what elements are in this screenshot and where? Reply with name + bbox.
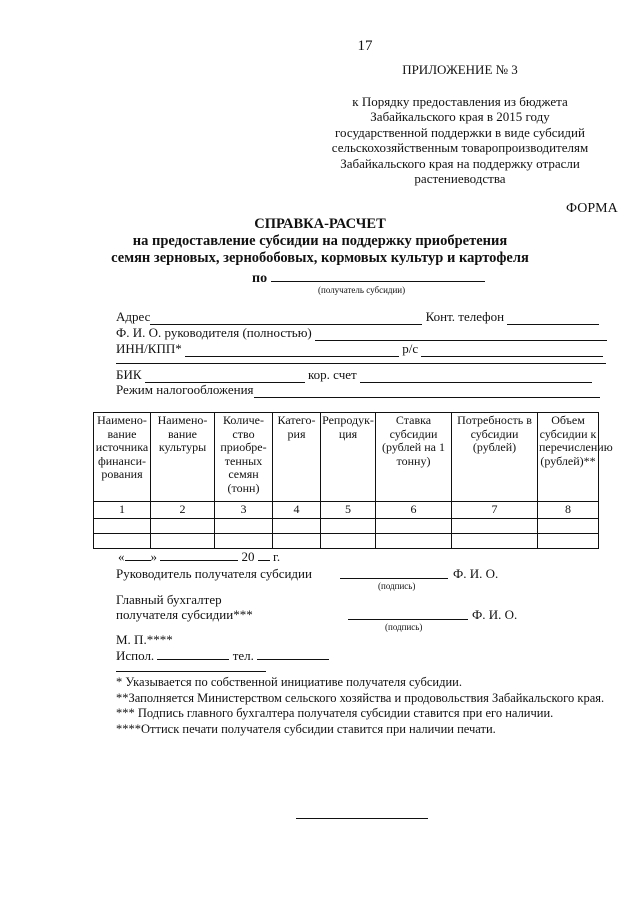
accountant-label-1: Главный бухгалтер — [116, 592, 222, 607]
recipient-field[interactable] — [271, 269, 485, 282]
inn-field[interactable] — [185, 343, 399, 357]
date-month-field[interactable] — [160, 549, 238, 561]
bik-label: БИК — [116, 367, 142, 382]
column-number: 8 — [538, 502, 599, 519]
table-cell[interactable] — [151, 533, 215, 548]
executor-field[interactable] — [157, 648, 229, 660]
address-label: Адрес — [116, 309, 151, 324]
accountant-fio: Ф. И. О. — [472, 607, 518, 622]
table-header: Катего-рия — [273, 413, 321, 502]
column-number: 1 — [94, 502, 151, 519]
appendix-line: Забайкальского края в 2015 году — [370, 109, 550, 124]
table-row — [94, 533, 599, 548]
footnote: * Указывается по собственной инициативе получателя субсидии. — [116, 675, 462, 689]
account-field[interactable] — [421, 343, 603, 357]
executor-row — [116, 648, 329, 664]
date-year-prefix: 20 — [241, 549, 255, 564]
column-number: 4 — [273, 502, 321, 519]
page-number: 17 — [357, 38, 373, 54]
table-row — [94, 518, 599, 533]
table-cell[interactable] — [215, 533, 273, 548]
date-day-field[interactable] — [125, 549, 151, 561]
heading-subtitle: семян зерновых, зернобобовых, кормовых культур и картофеля — [111, 250, 529, 266]
table-cell[interactable] — [376, 533, 452, 548]
table-cell[interactable] — [94, 533, 151, 548]
tel-field[interactable] — [257, 648, 329, 660]
table-cell[interactable] — [321, 518, 376, 533]
appendix-line: к Порядку предоставления из бюджета — [352, 93, 568, 109]
director-row — [116, 325, 607, 341]
footnote: *** Подпись главного бухгалтера получателя субсидии ставится при его наличии. — [116, 706, 554, 720]
table-cell[interactable] — [215, 518, 273, 533]
tax-row — [116, 382, 600, 398]
bik-field[interactable] — [145, 369, 305, 383]
date-year-field[interactable] — [258, 549, 270, 561]
table-cell[interactable] — [321, 533, 376, 548]
document-heading — [60, 216, 580, 267]
table-number-row — [94, 502, 599, 519]
address-field[interactable] — [150, 311, 422, 325]
table-cell[interactable] — [94, 518, 151, 533]
date-year-suffix: г. — [273, 549, 281, 564]
footnotes — [116, 675, 614, 737]
bik-row — [116, 367, 592, 383]
recipient-caption: (получатель субсидии) — [318, 285, 406, 295]
appendix-block — [330, 62, 590, 187]
po-label: по — [252, 271, 268, 286]
corr-account-field[interactable] — [360, 369, 592, 383]
column-number: 7 — [452, 502, 538, 519]
divider-line — [116, 363, 606, 364]
table-cell[interactable] — [452, 533, 538, 548]
table-cell[interactable] — [151, 518, 215, 533]
table-header: Потребность в субсидии (рублей) — [452, 413, 538, 502]
tax-mode-label: Режим налогообложения — [116, 382, 254, 397]
end-line — [296, 818, 428, 819]
executor-label: Испол. — [116, 648, 155, 663]
subsidy-table — [93, 412, 613, 549]
heading-title: СПРАВКА-РАСЧЕТ — [254, 216, 386, 232]
heading-subtitle: на предоставление субсидии на поддержку приобретения — [132, 233, 508, 249]
column-number: 3 — [215, 502, 273, 519]
column-number: 2 — [151, 502, 215, 519]
phone-field[interactable] — [507, 311, 599, 325]
footnote-separator — [116, 671, 266, 672]
head-signature-caption: (подпись) — [378, 581, 416, 591]
table-cell[interactable] — [376, 518, 452, 533]
appendix-line: государственной поддержки в виде субсидий — [335, 124, 585, 140]
table-cell[interactable] — [452, 518, 538, 533]
table-cell[interactable] — [273, 533, 321, 548]
appendix-line: Забайкальского края на поддержку отрасли — [340, 155, 580, 171]
form-label: ФОРМА — [566, 201, 618, 216]
address-row — [116, 309, 599, 325]
column-number: 6 — [376, 502, 452, 519]
table-header: Наимено-вание источника финанси-рования — [94, 413, 151, 502]
date-row — [118, 549, 280, 565]
appendix-line: сельскохозяйственным товаропроизводителям — [331, 140, 589, 155]
table-header: Объем субсидии к перечислению (рублей)** — [538, 413, 599, 502]
accountant-signature-field[interactable] — [348, 607, 468, 620]
table-header: Количе-ство приобре-тенных семян (тонн) — [215, 413, 273, 502]
tax-mode-field[interactable] — [254, 384, 600, 398]
director-label: Ф. И. О. руководителя (полностью) — [116, 325, 312, 340]
appendix-title: ПРИЛОЖЕНИЕ № 3 — [402, 62, 518, 77]
table-cell[interactable] — [538, 518, 599, 533]
table-cell[interactable] — [538, 533, 599, 548]
accountant-signature-caption: (подпись) — [385, 622, 423, 632]
head-fio: Ф. И. О. — [453, 566, 499, 581]
head-signature-field[interactable] — [340, 566, 448, 579]
stamp-label: М. П.**** — [116, 632, 173, 647]
date-close-quote: » — [150, 549, 157, 564]
date-open-quote: « — [118, 549, 125, 564]
table-header: Наимено-вание культуры — [151, 413, 215, 502]
table-cell[interactable] — [273, 518, 321, 533]
footnote: ****Оттиск печати получателя субсидии ставится при наличии печати. — [116, 721, 496, 736]
inn-label: ИНН/КПП* — [116, 341, 182, 356]
inn-row — [116, 341, 603, 357]
table-header-row — [94, 413, 599, 502]
table-header: Ставка субсидии (рублей на 1 тонну) — [376, 413, 452, 502]
tel-label: тел. — [232, 648, 254, 663]
corr-account-label: кор. счет — [308, 367, 357, 382]
director-field[interactable] — [315, 327, 607, 341]
head-label: Руководитель получателя субсидии — [116, 566, 312, 581]
phone-label: Конт. телефон — [425, 309, 505, 324]
appendix-line: растениеводства — [414, 171, 506, 186]
footnote: **Заполняется Министерством сельского хозяйства и продовольствия Забайкальского края. — [116, 690, 605, 705]
column-number: 5 — [321, 502, 376, 519]
accountant-label-2: получателя субсидии*** — [116, 607, 253, 622]
table-header: Репродук-ция — [321, 413, 376, 502]
account-label: р/с — [402, 341, 419, 356]
